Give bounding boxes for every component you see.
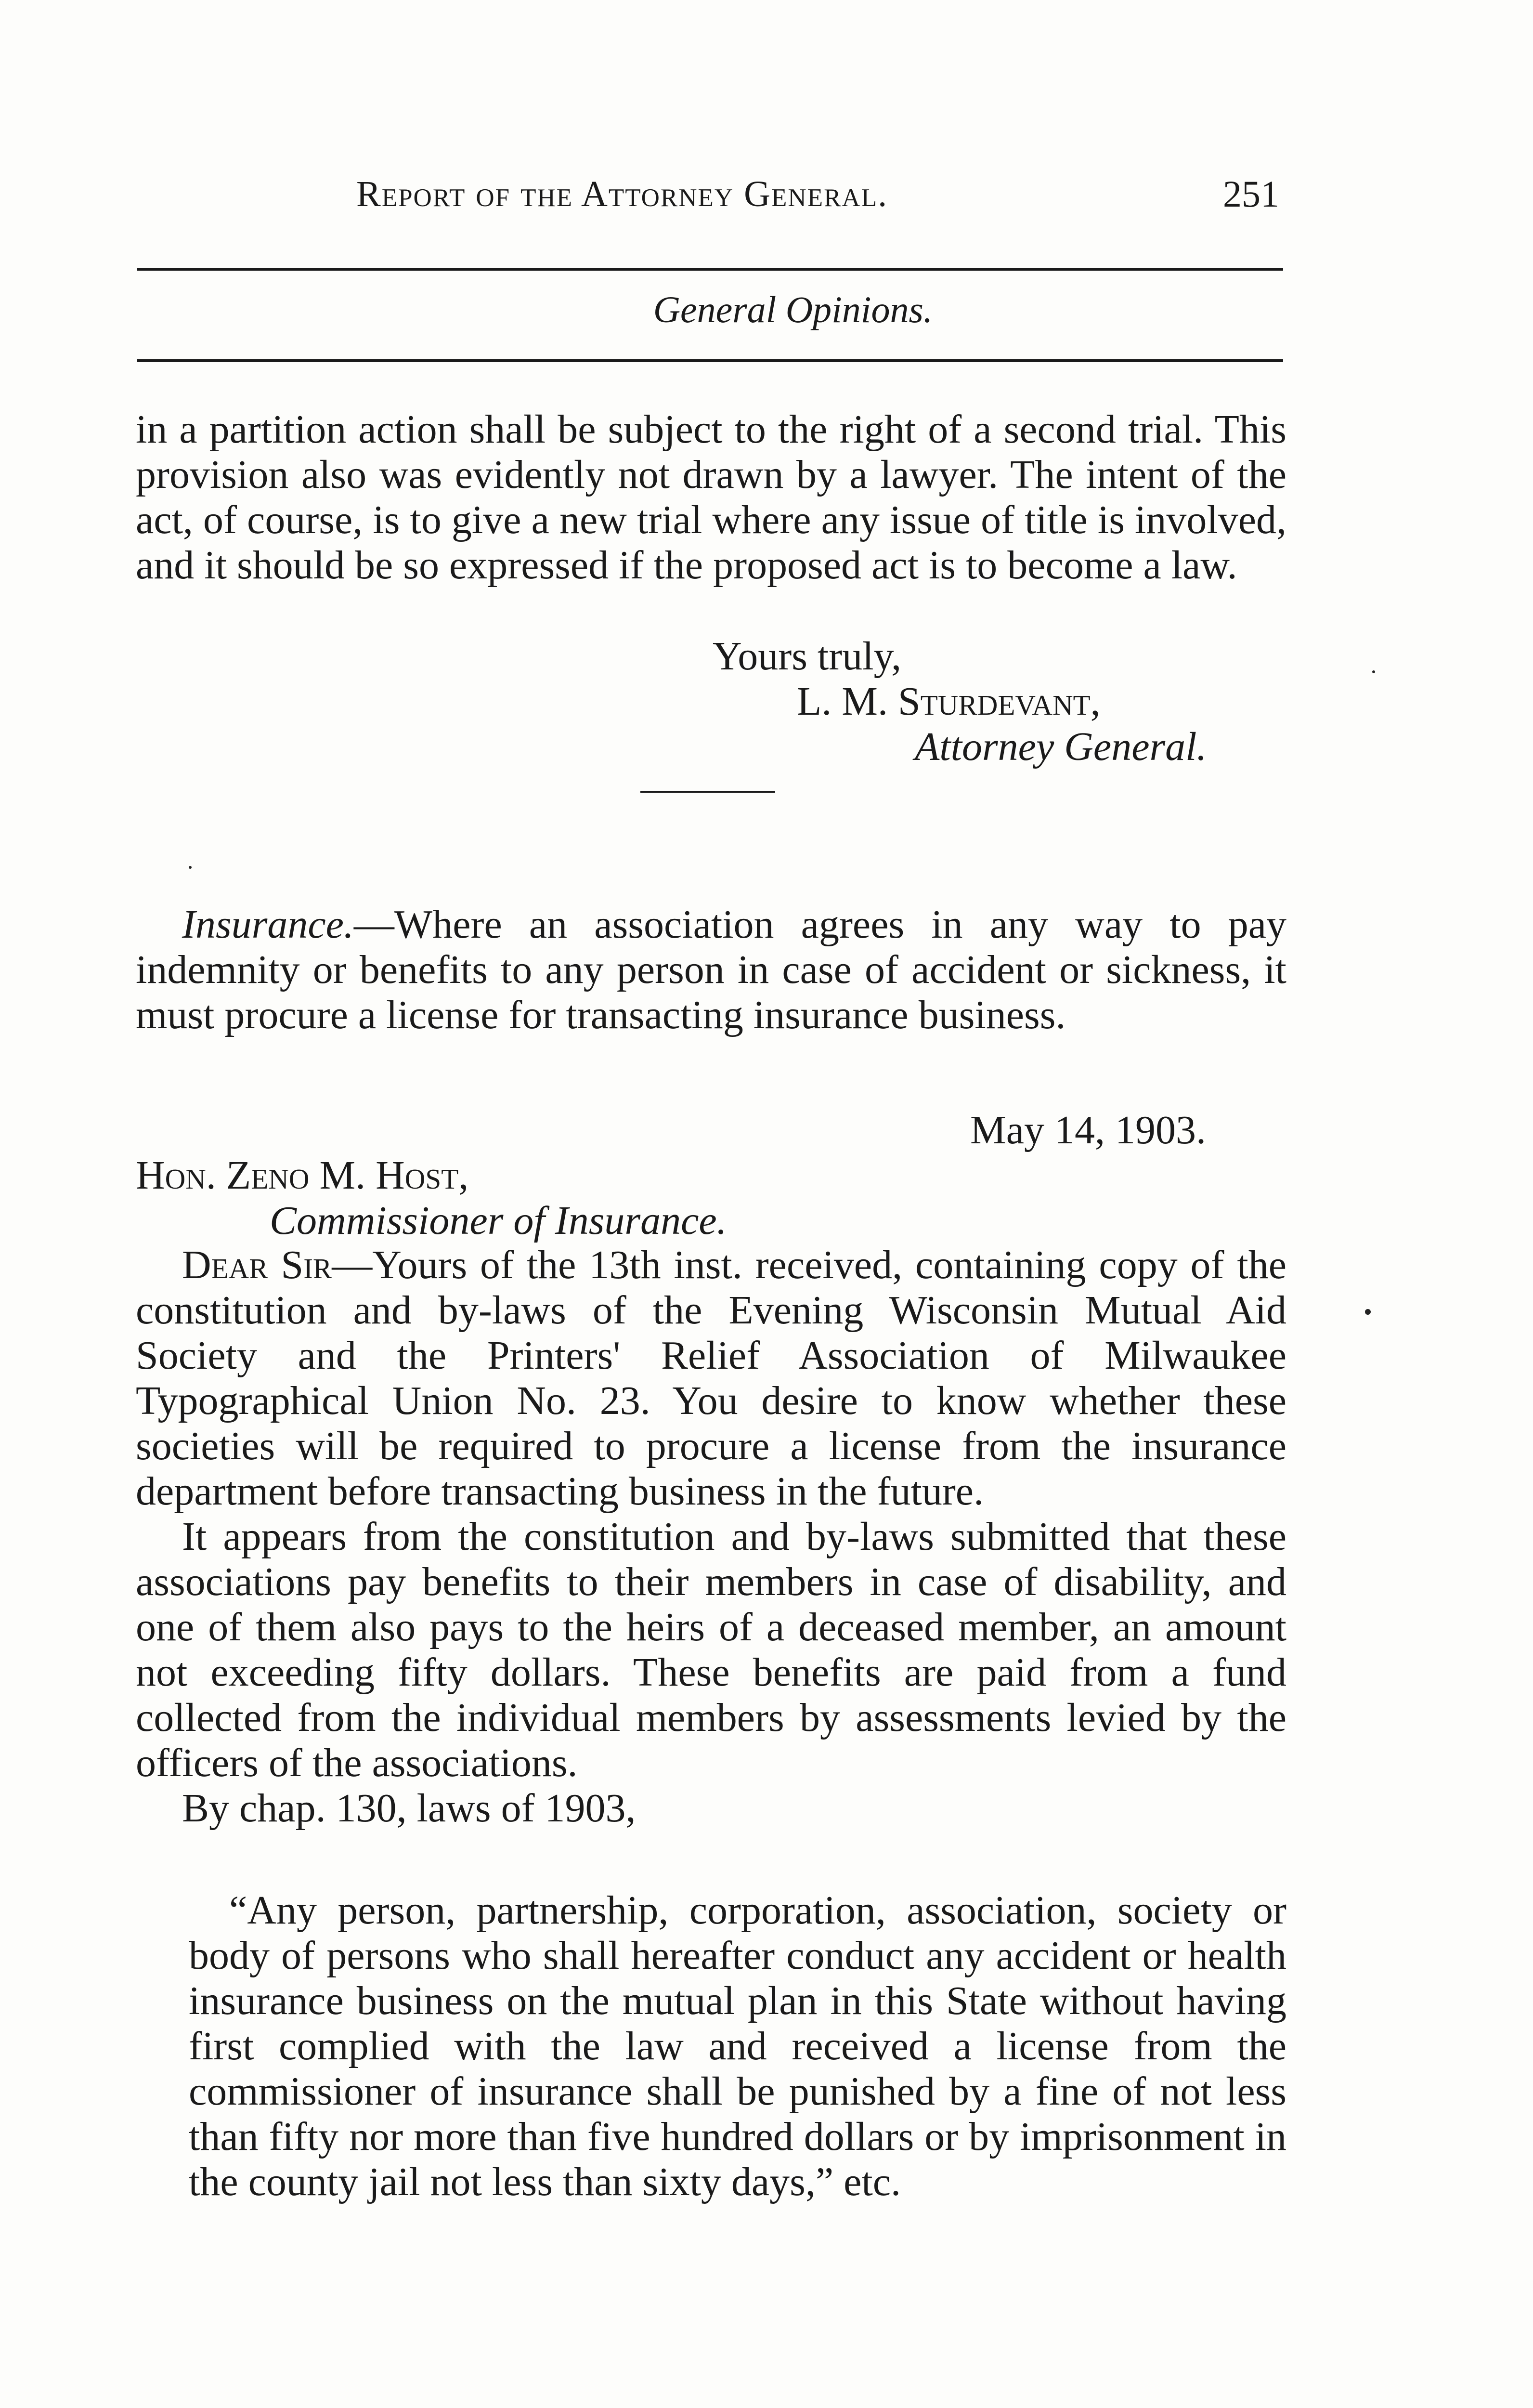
header-rule-bottom (137, 359, 1283, 362)
scan-speck (189, 866, 192, 869)
section-title: General Opinions. (653, 288, 933, 330)
header-rule-top (137, 268, 1283, 271)
salutation: Dear Sir (182, 1243, 332, 1287)
statute-quotation: “Any person, partnership, corporation, association, society or body of persons who shall hereafter conduct any accident or health insurance business on the mutual plan in this State without having first complied with the law and received a license from the commissioner of insurance shall be punished by a fine of not less than fifty nor more than five hundred dollars or by imprisonment in the county jail not less than sixty days,” etc. (189, 1888, 1286, 2204)
addressee-title: Commissioner of Insurance. (270, 1198, 727, 1243)
section-divider (640, 791, 775, 793)
letter-date: May 14, 1903. (970, 1108, 1206, 1152)
syllabus-topic: Insurance. (182, 902, 354, 947)
running-header-title: Report of the Attorney General. (356, 174, 888, 214)
closing-phrase: Yours truly, (713, 634, 902, 679)
letter-body (136, 1243, 1286, 1831)
scan-speck (1372, 670, 1375, 673)
signer-name: L. M. Sturdevant, (797, 679, 1101, 724)
addressee-name: Hon. Zeno M. Host, (136, 1153, 469, 1198)
letter-paragraph: It appears from the constitution and by-laws submitted that these associations pay benefits to their members in case of disability, and one of them also pays to the heirs of a deceased member, an amount not exceeding fifty dollars. These benefits are paid from a fund collected from the individual members by assessments levied by the officers of the associations. (136, 1514, 1286, 1785)
syllabus-text: —Where an association agrees in any way to pay indemnity or benefits to any person in case of accident or sickness, it must procure a license for transacting insurance business. (136, 902, 1286, 1037)
letter-paragraph: By chap. 130, laws of 1903, (182, 1786, 636, 1831)
opinion-continuation-paragraph: in a partition action shall be subject to the right of a second trial. This provision also was evidently not drawn by a lawyer. The intent of the act, of course, is to give a new trial where any issue of title is involved, and it should be so expressed if the proposed act is to become a law. (136, 407, 1286, 588)
letter-paragraph-text: —Yours of the 13th inst. received, containing copy of the constitution and by-laws of the Evening Wisconsin Mutual Aid Society and the Printers' Relief Association of Milwaukee Typographical Union No. 23. You desire to know whether these societies will be required to procure a license from the insurance department before transacting business in the future. (136, 1243, 1286, 1514)
scan-speck (1365, 1309, 1371, 1315)
syllabus-paragraph (136, 902, 1286, 1038)
page-number: 251 (1223, 173, 1279, 215)
letter-paragraph (136, 1243, 1286, 1514)
signer-title: Attorney General. (915, 724, 1207, 769)
